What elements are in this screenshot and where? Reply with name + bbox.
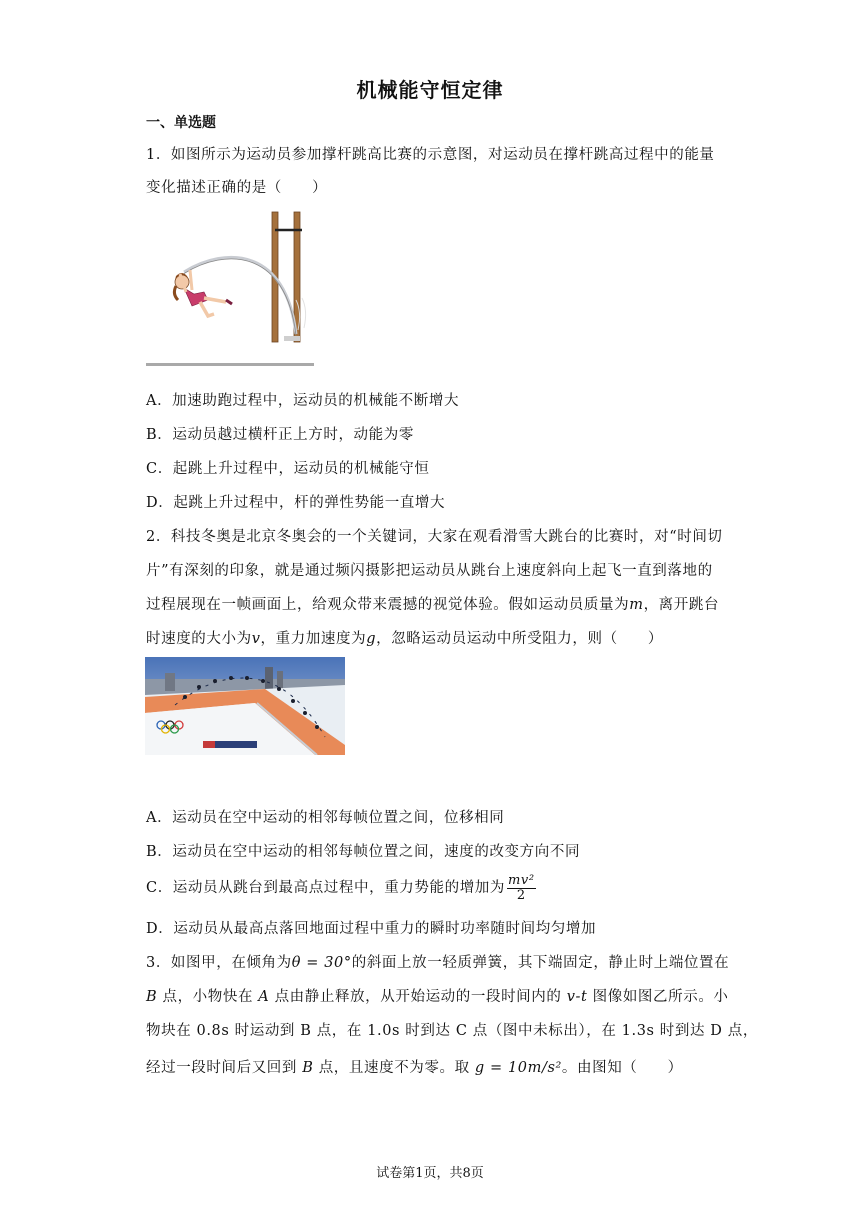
pole-vault-figure xyxy=(146,208,316,368)
q1-option-a: A．加速助跑过程中，运动员的机械能不断增大 xyxy=(146,393,460,409)
fraction-mv2-over-2: $\frac{\text{mv²}}{2}$ xyxy=(508,873,535,903)
section-heading: 一、单选题 xyxy=(146,115,216,131)
q3-stem-line1: 3．如图甲，在倾角为θ = 30°的斜面上放一轻质弹簧，其下端固定，静止时上端位置在 xyxy=(146,955,730,971)
q1-option-c: C．起跳上升过程中，运动员的机械能守恒 xyxy=(146,461,430,477)
q3-stem-line3: 物块在 0.8s 时运动到 B 点，在 1.0s 时到达 C 点（图中未标出），在 1.3s 时到达 D 点， xyxy=(146,1023,758,1039)
var-m: m xyxy=(629,597,644,613)
q1-stem-line2: 变化描述正确的是（ ） xyxy=(146,180,328,196)
document-title: 机械能守恒定律 xyxy=(356,78,504,102)
q2-stem-line4: 时速度的大小为v，重力加速度为g，忽略运动员运动中所受阻力，则（ ） xyxy=(146,631,663,647)
q2-option-c: C．运动员从跳台到最高点过程中，重力势能的增加为 $\frac{\text{mv²}}{2}$ xyxy=(146,873,535,903)
ski-jump-photo xyxy=(145,657,345,755)
q2-option-d: D．运动员从最高点落回地面过程中重力的瞬时功率随时间均匀增加 xyxy=(146,921,597,937)
theta-value: θ = 30° xyxy=(291,955,352,971)
var-v: v xyxy=(251,631,261,647)
q2-option-b: B．运动员在空中运动的相邻每帧位置之间，速度的改变方向不同 xyxy=(146,844,581,860)
q2-stem-line2: 片”有深刻的印象，就是通过频闪摄影把运动员从跳台上速度斜向上起飞一直到落地的 xyxy=(146,563,713,579)
athlete xyxy=(174,270,232,316)
q2-stem-line3: 过程展现在一帧画面上，给观众带来震撼的视觉体验。假如运动员质量为m，离开跳台 xyxy=(146,597,720,613)
q3-stem-line2: B 点，小物快在 A 点由静止释放，从开始运动的一段时间内的 v-t 图像如图乙所示。小 xyxy=(146,989,729,1005)
page-footer: 试卷第1页，共8页 xyxy=(376,1166,484,1181)
q1-option-b: B．运动员越过横杆正上方时，动能为零 xyxy=(146,427,414,443)
var-g: g xyxy=(366,631,377,647)
q1-stem-line1: 1．如图所示为运动员参加撑杆跳高比赛的示意图，对运动员在撑杆跳高过程中的能量 xyxy=(146,147,715,163)
vault-box xyxy=(284,336,300,341)
q2-option-a: A．运动员在空中运动的相邻每帧位置之间，位移相同 xyxy=(146,810,505,826)
q1-option-d: D．起跳上升过程中，杆的弹性势能一直增大 xyxy=(146,495,446,511)
q2-stem-line1: 2．科技冬奥是北京冬奥会的一个关键词，大家在观看滑雪大跳台的比赛时，对“时间切 xyxy=(146,529,723,545)
ground-line xyxy=(146,363,314,366)
q3-stem-line4: 经过一段时间后又回到 B 点，且速度不为零。取 g = 10m/s²。由图知（ ） xyxy=(146,1060,683,1076)
